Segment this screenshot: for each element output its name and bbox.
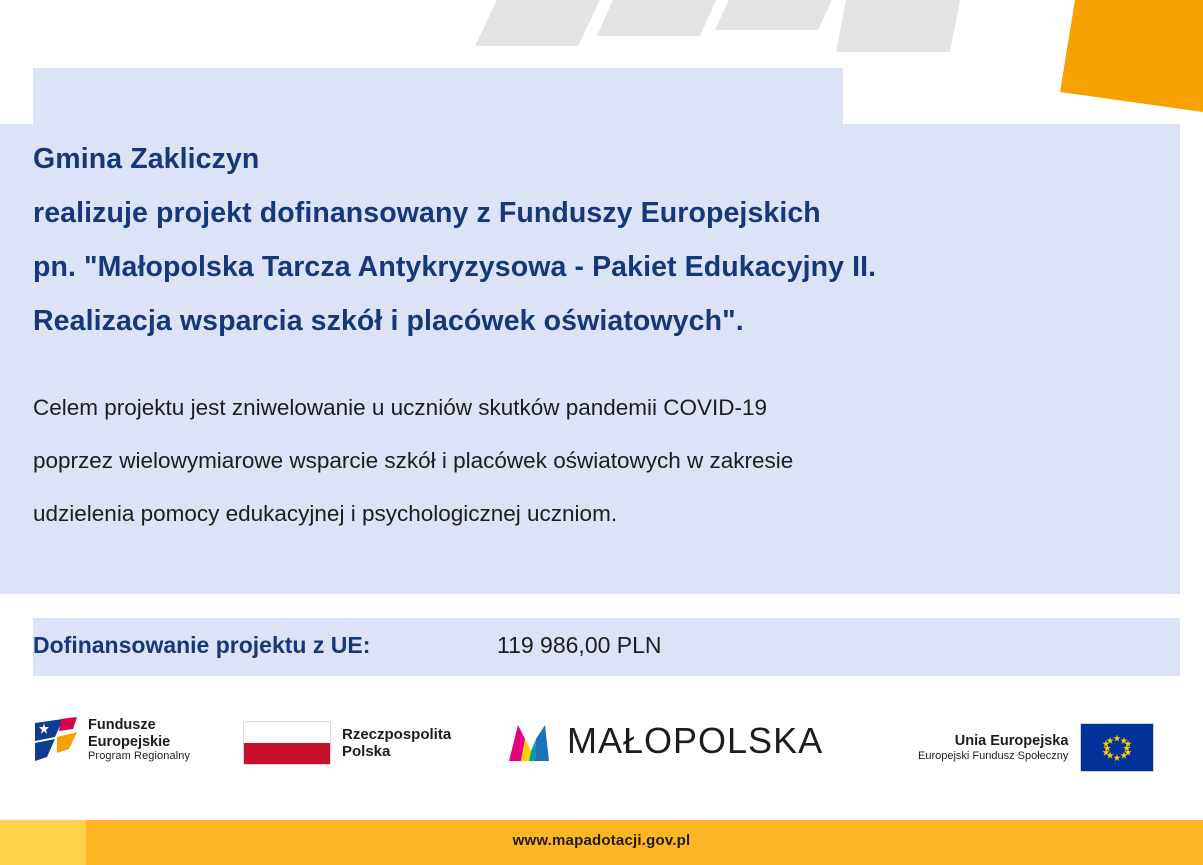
malopolska-mark-icon	[505, 717, 553, 765]
logo-strip	[0, 705, 1203, 815]
fundusze-line-1: Fundusze	[88, 717, 156, 733]
title-line-1: Gmina Zakliczyn	[33, 143, 260, 175]
footer-bar	[0, 820, 1203, 865]
title-line-4: Realizacja wsparcia szkół i placówek oświatowych".	[33, 305, 744, 337]
poster-body	[33, 381, 1163, 540]
fundusze-line-3: Program Regionalny	[88, 750, 191, 763]
footer-url[interactable]: www.mapadotacji.gov.pl	[512, 832, 691, 849]
body-line-3: udzielenia pomocy edukacyjnej i psychologicznej uczniom.	[33, 501, 618, 526]
polish-flag-icon	[243, 721, 331, 765]
title-line-2: realizuje projekt dofinansowany z Funduszy Europejskich	[33, 197, 821, 229]
band-top	[33, 68, 843, 124]
logo-rzeczpospolita-polska	[243, 721, 451, 765]
fundusze-line-2: Europejskie	[88, 733, 171, 750]
funding-label: Dofinansowanie projektu z UE:	[33, 632, 371, 658]
funding-value: 119 986,00 PLN	[497, 632, 662, 658]
logo-fundusze-europejskie	[33, 717, 190, 763]
unia-europejska-text	[918, 733, 1068, 762]
malopolska-wordmark: MAŁOPOLSKA	[567, 720, 824, 761]
eu-flag-icon	[1080, 723, 1154, 772]
logo-unia-europejska	[918, 723, 1154, 772]
body-line-2: poprzez wielowymiarowe wsparcie szkół i placówek oświatowych w zakresie	[33, 448, 794, 473]
rzeczpospolita-text	[342, 726, 451, 761]
fundusze-europejskie-text	[88, 717, 190, 763]
fundusze-europejskie-icon	[33, 717, 79, 763]
rzeczpospolita-line-2: Polska	[342, 743, 391, 760]
title-line-3: pn. "Małopolska Tarcza Antykryzysowa - Pakiet Edukacyjny II.	[33, 251, 877, 283]
poster-title	[33, 132, 1163, 348]
unia-line-2: Europejski Fundusz Społeczny	[918, 749, 1069, 762]
logo-malopolska	[505, 717, 823, 765]
rzeczpospolita-line-1: Rzeczpospolita	[342, 725, 452, 743]
body-line-1: Celem projektu jest zniwelowanie u uczniów skutków pandemii COVID-19	[33, 395, 768, 420]
unia-line-1: Unia Europejska	[954, 732, 1069, 749]
